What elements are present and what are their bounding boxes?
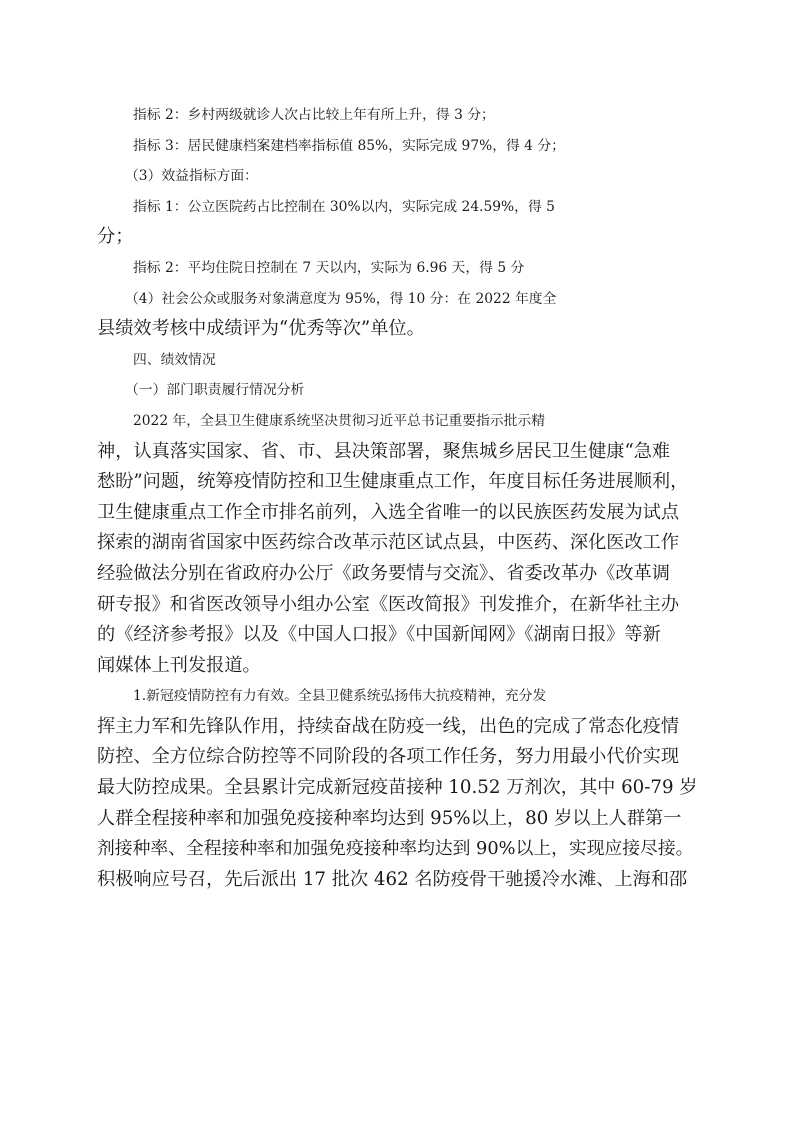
text-line: 神，认真落实国家、省、市、县决策部署，聚焦城乡居民卫生健康“急难 <box>97 440 671 462</box>
text-line: 指标 3：居民健康档案建档率指标值 85%，实际完成 97%，得 4 分； <box>133 137 565 154</box>
text-line: 人群全程接种率和加强免疫接种率均达到 95%以上，80 岁以上人群第一 <box>97 807 682 829</box>
text-line: 的《经济参考报》以及《中国人口报》《中国新闻网》《湖南日报》等新 <box>97 624 661 646</box>
text-line: 最大防控成果。全县累计完成新冠疫苗接种 10.52 万剂次，其中 60-79 岁 <box>97 777 698 799</box>
text-line: 积极响应号召，先后派出 17 批次 462 名防疫骨干驰援冷水滩、上海和邵 <box>97 868 688 890</box>
subheading-benefit-indicators <box>97 161 697 192</box>
text-line: 愁盼”问题，统筹疫情防控和卫生健康重点工作，年度目标任务进展顺利， <box>97 471 689 493</box>
text-line: 研专报》和省医改领导小组办公室《医改简报》刊发推介，在新华社主办 <box>97 593 680 615</box>
text-line: 分； <box>97 226 134 248</box>
text-line: 探索的湖南省国家中医药综合改革示范区试点县，中医药、深化医改工作 <box>97 532 680 554</box>
paragraph-covid-control <box>97 681 697 895</box>
text-line: 指标 1：公立医院药占比控制在 30%以内，实际完成 24.59%，得 5 <box>133 198 555 215</box>
text-line: 四、绩效情况 <box>133 351 216 368</box>
text-line: （一）部门职责履行情况分析 <box>125 382 305 399</box>
text-line: 县绩效考核中成绩评为“优秀等次”单位。 <box>97 318 425 340</box>
text-line: 指标 2：平均住院日控制在 7 天以内，实际为 6.96 天，得 5 分 <box>133 259 525 276</box>
subsection-heading-duty-analysis <box>97 375 697 406</box>
paragraph-benefit-indicator-2 <box>97 253 697 284</box>
text-line: 卫生健康重点工作全市排名前列，入选全省唯一的以民族医药发展为试点 <box>97 501 680 523</box>
paragraph-2022-overview <box>97 406 697 681</box>
text-line: （4）社会公众或服务对象满意度为 95%，得 10 分：在 2022 年度全 <box>125 290 557 307</box>
paragraph-benefit-indicator-1 <box>97 192 697 253</box>
text-line: 2022 年，全县卫生健康系统坚决贯彻习近平总书记重要指示批示精 <box>133 412 546 429</box>
text-line: 剂接种率、全程接种率和加强免疫接种率均达到 90%以上，实现应接尽接。 <box>97 838 694 860</box>
document-page <box>97 100 697 895</box>
text-line: 指标 2：乡村两级就诊人次占比较上年有所上升，得 3 分； <box>133 107 495 123</box>
paragraph-indicator-3 <box>97 131 697 162</box>
section-heading-performance <box>97 345 697 376</box>
text-line: （3）效益指标方面： <box>125 168 258 185</box>
paragraph-satisfaction <box>97 284 697 345</box>
paragraph-indicator-2 <box>97 100 697 131</box>
text-line: 1.新冠疫情防控有力有效。全县卫健系统弘扬伟大抗疫精神，充分发 <box>133 688 547 705</box>
text-line: 防控、全方位综合防控等不同阶段的各项工作任务，努力用最小代价实现 <box>97 746 680 768</box>
text-line: 经验做法分别在省政府办公厅《政务要情与交流》、省委改革办《改革调 <box>97 562 670 584</box>
text-line: 闻媒体上刊发报道。 <box>97 654 261 676</box>
text-line: 挥主力军和先锋队作用，持续奋战在防疫一线，出色的完成了常态化疫情 <box>97 715 680 737</box>
